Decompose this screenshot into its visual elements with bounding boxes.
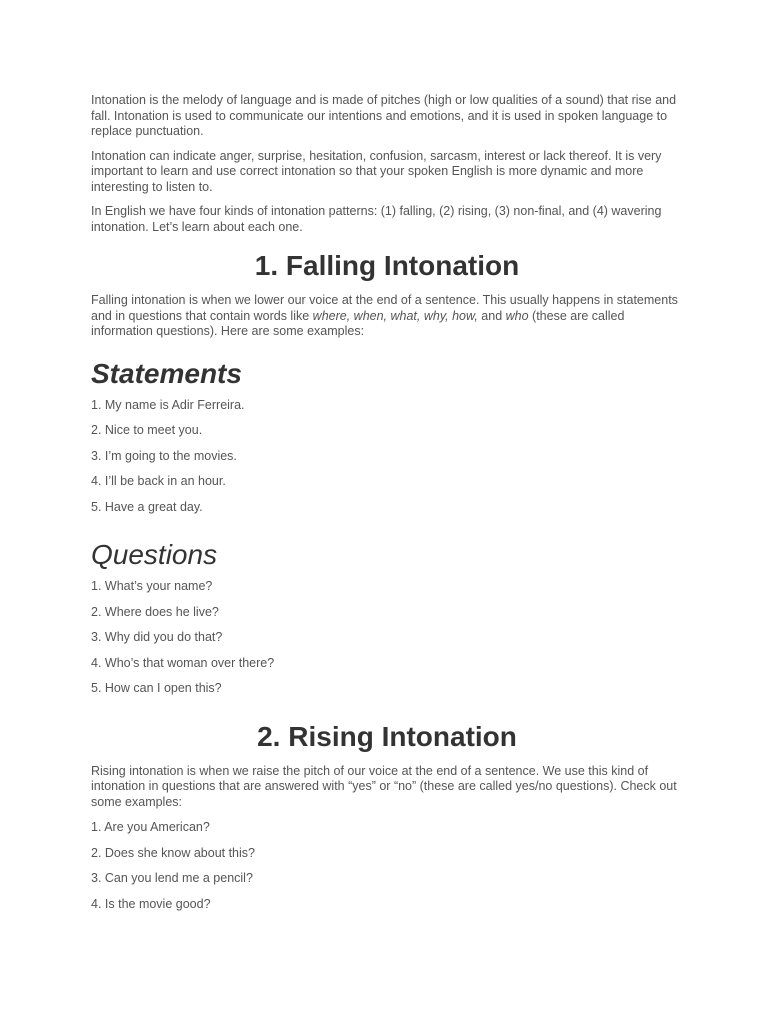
- list-item: 3. I’m going to the movies.: [91, 448, 237, 463]
- questions-list: [91, 579, 683, 707]
- statements-heading: Statements: [91, 357, 242, 389]
- list-item: 4. I’ll be back in an hour.: [91, 474, 226, 488]
- list-item: 3. Why did you do that?: [91, 630, 223, 644]
- list-item: 1. My name is Adir Ferreira.: [91, 397, 245, 412]
- list-item: 4. Is the movie good?: [91, 896, 211, 911]
- falling-desc-and: and: [477, 308, 506, 323]
- list-item: 2. Does she know about this?: [91, 845, 255, 860]
- falling-intonation-heading: 1. Falling Intonation: [254, 250, 520, 281]
- intro-section: [91, 93, 683, 235]
- list-item: 2. Nice to meet you.: [91, 423, 203, 437]
- list-item: 5. How can I open this?: [91, 681, 222, 695]
- rising-intonation-heading: 2. Rising Intonation: [257, 720, 517, 752]
- questions-heading: Questions: [91, 539, 218, 570]
- list-item: 1. What’s your name?: [91, 579, 213, 593]
- list-item: 2. Where does he live?: [91, 604, 219, 619]
- falling-desc-before: Falling intonation is when we lower our voice at the end of a sentence. This usually happens in statements and in questions that contain words like: [91, 293, 678, 323]
- list-item: 5. Have a great day.: [91, 499, 203, 514]
- list-item: 3. Can you lend me a pencil?: [91, 871, 253, 885]
- falling-desc-words: where, when, what, why, how,: [312, 308, 478, 323]
- falling-desc-after: (these are called information questions). Here are some examples:: [91, 308, 625, 338]
- falling-desc-who: who: [505, 308, 529, 323]
- falling-intonation-description: [91, 293, 683, 340]
- intro-paragraph-3: In English we have four kinds of intonation patterns: (1) falling, (2) rising, (3) non-final, and (4) wavering intonation. Let’s learn about each one.: [91, 204, 662, 234]
- intro-paragraph-1: Intonation is the melody of language and is made of pitches (high or low qualities of a sound) that rise and fall. Intonation is used to communicate our intentions and emotions, and it is used in spoken language to replace punctuation.: [91, 93, 677, 138]
- rising-intonation-description: Rising intonation is when we raise the pitch of our voice at the end of a sentence. We use this kind of intonation in questions that are answered with “yes” or “no” (these are called yes/no questions). Check out some examples:: [91, 763, 677, 809]
- statements-list: [91, 398, 683, 526]
- list-item: 4. Who’s that woman over there?: [91, 655, 275, 670]
- document-content: [91, 93, 683, 922]
- list-item: 1. Are you American?: [91, 820, 210, 834]
- intro-paragraph-2: Intonation can indicate anger, surprise, hesitation, confusion, sarcasm, interest or lack thereof. It is very important to learn and use correct intonation so that your spoken English is more dynamic and more interesting to listen to.: [91, 148, 662, 194]
- rising-examples-list: [91, 820, 683, 922]
